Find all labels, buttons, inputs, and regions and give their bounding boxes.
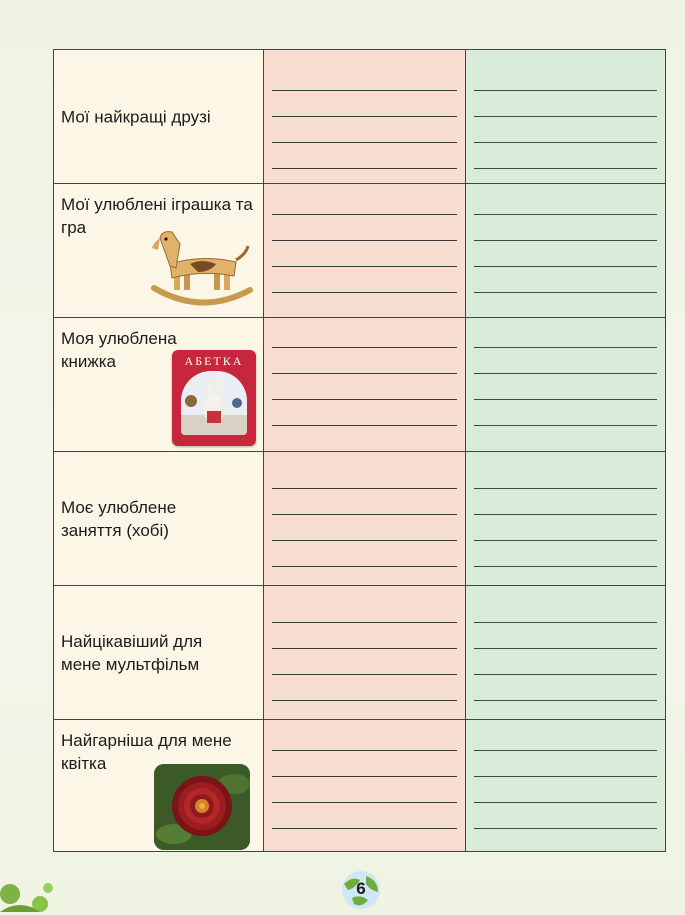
- page-number: 6: [356, 879, 366, 898]
- answer-cell-green[interactable]: [466, 184, 665, 318]
- answer-cell-green[interactable]: [466, 586, 665, 720]
- writing-lines: [474, 452, 657, 585]
- writing-lines: [272, 184, 457, 317]
- answer-cell-green[interactable]: [466, 318, 665, 452]
- answer-cell-pink[interactable]: [264, 318, 466, 452]
- answer-cell-green[interactable]: [466, 50, 665, 184]
- row-label: Моє улюблене заняття (хобі): [61, 497, 177, 540]
- writing-lines: [474, 50, 657, 183]
- writing-lines: [474, 720, 657, 851]
- rocking-horse-image: [150, 224, 254, 310]
- label-cell: [54, 50, 264, 184]
- book-cover-art: [181, 371, 247, 435]
- writing-lines: [272, 318, 457, 451]
- answer-cell-pink[interactable]: [264, 720, 466, 851]
- page-number-badge: [338, 870, 384, 910]
- label-cell: [54, 586, 264, 720]
- label-cell: [54, 184, 264, 318]
- answer-cell-pink[interactable]: [264, 184, 466, 318]
- label-cell: [54, 318, 264, 452]
- writing-lines: [474, 586, 657, 719]
- answer-cell-green[interactable]: [466, 452, 665, 586]
- writing-lines: [272, 720, 457, 851]
- answer-cell-pink[interactable]: [264, 586, 466, 720]
- writing-lines: [272, 452, 457, 585]
- row-label: Найцікавіший для мене мультфільм: [61, 631, 203, 674]
- row-label: Найгарніша для мене квітка: [61, 731, 232, 773]
- book-title: АБЕТКА: [184, 354, 244, 368]
- answer-cell-green[interactable]: [466, 720, 665, 851]
- writing-lines: [272, 50, 457, 183]
- row-label: Моя улюблена книжка: [61, 329, 177, 371]
- worksheet-table: [53, 49, 666, 852]
- abetka-book-image: [172, 350, 256, 446]
- label-cell: [54, 452, 264, 586]
- row-label: Мої улюблені іграшка та гра: [61, 195, 253, 237]
- marigold-flower-image: [154, 764, 250, 850]
- row-label: Мої найкращі друзі: [61, 107, 211, 126]
- leaf-decoration-icon: [0, 858, 60, 912]
- writing-lines: [272, 586, 457, 719]
- answer-cell-pink[interactable]: [264, 452, 466, 586]
- answer-cell-pink[interactable]: [264, 50, 466, 184]
- label-cell: [54, 720, 264, 851]
- writing-lines: [474, 184, 657, 317]
- writing-lines: [474, 318, 657, 451]
